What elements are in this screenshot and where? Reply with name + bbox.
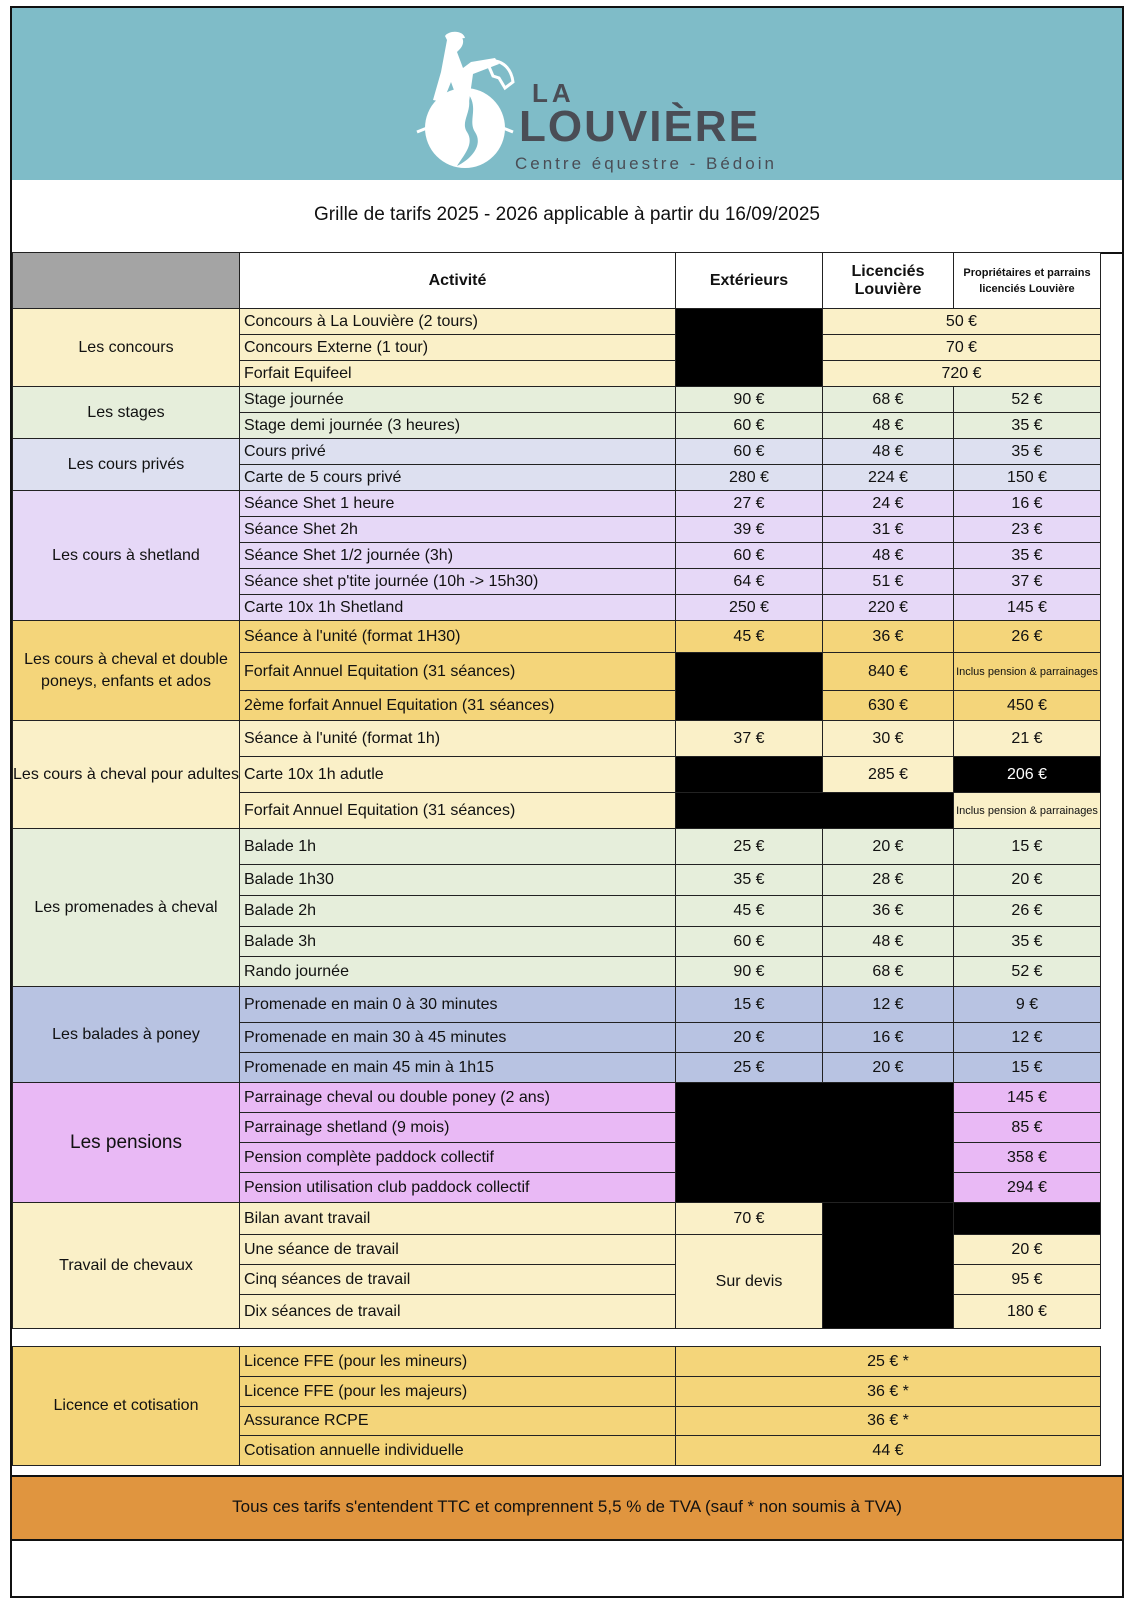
activity-cell: Promenade en main 45 min à 1h15 <box>240 1053 676 1083</box>
activity-cell: Séance Shet 1 heure <box>240 491 676 517</box>
price-exterieurs: 60 € <box>676 543 823 569</box>
price-licencies: 20 € <box>823 1053 954 1083</box>
activity-cell: Forfait Annuel Equitation (31 séances) <box>240 793 676 829</box>
blocked-cell <box>676 309 823 387</box>
logo-tagline: Centre équestre - Bédoin <box>515 154 777 173</box>
activity-cell: Balade 1h <box>240 829 676 865</box>
table-row <box>13 721 1101 757</box>
activity-cell: Carte 10x 1h adutle <box>240 757 676 793</box>
price-exterieurs: 15 € <box>676 987 823 1023</box>
price-proprietaires: 180 € <box>954 1295 1101 1329</box>
activity-cell: Concours à La Louvière (2 tours) <box>240 309 676 335</box>
price-exterieurs: 60 € <box>676 439 823 465</box>
price-proprietaires: 52 € <box>954 957 1101 987</box>
activity-cell: Licence FFE (pour les majeurs) <box>240 1377 676 1407</box>
price-licencies: 30 € <box>823 721 954 757</box>
price-exterieurs: 64 € <box>676 569 823 595</box>
logo-la-text: LA <box>532 78 575 108</box>
price-licencies: 48 € <box>823 413 954 439</box>
price-proprietaires: 21 € <box>954 721 1101 757</box>
footer-band <box>12 1475 1122 1541</box>
price-cell: 720 € <box>823 361 1101 387</box>
logo-name: LOUVIÈRE <box>519 102 760 151</box>
category-pensions: Les pensions <box>13 1083 240 1203</box>
subtitle-band <box>12 180 1122 254</box>
activity-cell: Séance Shet 2h <box>240 517 676 543</box>
table-row <box>13 1203 1101 1235</box>
spacer-row <box>13 1329 1101 1347</box>
category-cheval-enfants: Les cours à cheval et double poneys, enfants et ados <box>13 621 240 721</box>
price-proprietaires: 145 € <box>954 1083 1101 1113</box>
blocked-cell <box>676 1083 954 1203</box>
category-poney: Les balades à poney <box>13 987 240 1083</box>
activity-cell: Concours Externe (1 tour) <box>240 335 676 361</box>
price-licencies: 24 € <box>823 491 954 517</box>
table-row <box>13 439 1101 465</box>
activity-cell: Promenade en main 30 à 45 minutes <box>240 1023 676 1053</box>
table-row <box>13 387 1101 413</box>
price-licencies: 48 € <box>823 439 954 465</box>
price-exterieurs: 90 € <box>676 957 823 987</box>
price-exterieurs: 37 € <box>676 721 823 757</box>
price-exterieurs: 280 € <box>676 465 823 491</box>
blocked-cell <box>676 757 823 793</box>
activity-cell: 2ème forfait Annuel Equitation (31 séances) <box>240 691 676 721</box>
price-cell: 36 € * <box>676 1407 1101 1436</box>
activity-cell: Forfait Equifeel <box>240 361 676 387</box>
price-proprietaires: Inclus pension & parrainages <box>954 793 1101 829</box>
price-exterieurs: 35 € <box>676 865 823 896</box>
price-proprietaires: 20 € <box>954 865 1101 896</box>
price-exterieurs-devis: Sur devis <box>676 1235 823 1329</box>
price-proprietaires: 37 € <box>954 569 1101 595</box>
price-cell: 36 € * <box>676 1377 1101 1407</box>
category-promenades: Les promenades à cheval <box>13 829 240 987</box>
header-banner <box>12 8 1122 182</box>
price-exterieurs: 25 € <box>676 1053 823 1083</box>
price-exterieurs: 60 € <box>676 413 823 439</box>
price-licencies: 840 € <box>823 653 954 691</box>
price-licencies: 224 € <box>823 465 954 491</box>
activity-cell: Une séance de travail <box>240 1235 676 1265</box>
price-exterieurs: 45 € <box>676 896 823 927</box>
activity-cell: Séance Shet 1/2 journée (3h) <box>240 543 676 569</box>
price-exterieurs: 39 € <box>676 517 823 543</box>
price-proprietaires: 150 € <box>954 465 1101 491</box>
price-licencies: 630 € <box>823 691 954 721</box>
activity-cell: Stage demi journée (3 heures) <box>240 413 676 439</box>
activity-cell: Cours privé <box>240 439 676 465</box>
category-shetland: Les cours à shetland <box>13 491 240 621</box>
logo <box>407 28 847 173</box>
price-licencies: 220 € <box>823 595 954 621</box>
activity-cell: Rando journée <box>240 957 676 987</box>
table-row <box>13 1083 1101 1113</box>
price-proprietaires: 20 € <box>954 1235 1101 1265</box>
price-licencies: 20 € <box>823 829 954 865</box>
price-proprietaires: 85 € <box>954 1113 1101 1143</box>
activity-cell: Cinq séances de travail <box>240 1265 676 1295</box>
column-header-licencies: Licenciés Louvière <box>823 253 954 309</box>
activity-cell: Carte de 5 cours privé <box>240 465 676 491</box>
price-licencies: 51 € <box>823 569 954 595</box>
activity-cell: Pension utilisation club paddock collectif <box>240 1173 676 1203</box>
price-proprietaires: 35 € <box>954 927 1101 957</box>
price-exterieurs: 45 € <box>676 621 823 653</box>
price-proprietaires: 26 € <box>954 896 1101 927</box>
price-proprietaires: 15 € <box>954 1053 1101 1083</box>
footer-note: Tous ces tarifs s'entendent TTC et comprennent 5,5 % de TVA (sauf * non soumis à TVA) <box>232 1497 902 1516</box>
price-proprietaires: 16 € <box>954 491 1101 517</box>
category-stages: Les stages <box>13 387 240 439</box>
category-adultes: Les cours à cheval pour adultes <box>13 721 240 829</box>
activity-cell: Dix séances de travail <box>240 1295 676 1329</box>
price-licencies: 36 € <box>823 896 954 927</box>
activity-cell: Parrainage shetland (9 mois) <box>240 1113 676 1143</box>
table-row <box>13 829 1101 865</box>
price-proprietaires: 15 € <box>954 829 1101 865</box>
activity-cell: Parrainage cheval ou double poney (2 ans) <box>240 1083 676 1113</box>
price-licencies: 48 € <box>823 543 954 569</box>
price-proprietaires: 23 € <box>954 517 1101 543</box>
activity-cell: Forfait Annuel Equitation (31 séances) <box>240 653 676 691</box>
price-licencies: 12 € <box>823 987 954 1023</box>
price-exterieurs: 90 € <box>676 387 823 413</box>
price-exterieurs: 60 € <box>676 927 823 957</box>
price-exterieurs: 27 € <box>676 491 823 517</box>
table-row <box>13 1347 1101 1377</box>
price-proprietaires: 35 € <box>954 439 1101 465</box>
price-proprietaires: 358 € <box>954 1143 1101 1173</box>
category-concours: Les concours <box>13 309 240 387</box>
price-proprietaires: 26 € <box>954 621 1101 653</box>
price-proprietaires: 12 € <box>954 1023 1101 1053</box>
activity-cell: Balade 3h <box>240 927 676 957</box>
table-row <box>13 309 1101 335</box>
price-licencies: 285 € <box>823 757 954 793</box>
price-proprietaires: Inclus pension & parrainages <box>954 653 1101 691</box>
blocked-cell <box>676 653 823 721</box>
horse-rider-icon <box>407 28 537 168</box>
activity-cell: Assurance RCPE <box>240 1407 676 1436</box>
price-exterieurs: 70 € <box>676 1203 823 1235</box>
price-cell: 70 € <box>823 335 1101 361</box>
price-licencies: 68 € <box>823 387 954 413</box>
category-travail: Travail de chevaux <box>13 1203 240 1329</box>
column-header-activity: Activité <box>240 253 676 309</box>
column-header-exterieurs: Extérieurs <box>676 253 823 309</box>
price-exterieurs: 20 € <box>676 1023 823 1053</box>
activity-cell: Promenade en main 0 à 30 minutes <box>240 987 676 1023</box>
price-licencies: 36 € <box>823 621 954 653</box>
category-prives: Les cours privés <box>13 439 240 491</box>
price-licencies: 28 € <box>823 865 954 896</box>
blocked-cell <box>823 1203 954 1329</box>
price-licencies: 68 € <box>823 957 954 987</box>
price-proprietaires: 9 € <box>954 987 1101 1023</box>
price-licencies: 48 € <box>823 927 954 957</box>
category-licence: Licence et cotisation <box>13 1347 240 1466</box>
price-licencies: 31 € <box>823 517 954 543</box>
activity-cell: Cotisation annuelle individuelle <box>240 1436 676 1466</box>
activity-cell: Pension complète paddock collectif <box>240 1143 676 1173</box>
activity-cell: Bilan avant travail <box>240 1203 676 1235</box>
table-row <box>13 491 1101 517</box>
price-exterieurs: 250 € <box>676 595 823 621</box>
price-cell: 25 € * <box>676 1347 1101 1377</box>
activity-cell: Séance à l'unité (format 1h) <box>240 721 676 757</box>
column-header-proprietaires: Propriétaires et parrains licenciés Louvière <box>954 253 1101 309</box>
price-proprietaires: 294 € <box>954 1173 1101 1203</box>
table-header-row <box>13 253 1101 309</box>
price-proprietaires: 95 € <box>954 1265 1101 1295</box>
tariff-table <box>12 252 1101 1466</box>
activity-cell: Stage journée <box>240 387 676 413</box>
activity-cell: Séance à l'unité (format 1H30) <box>240 621 676 653</box>
price-sheet <box>10 6 1124 1598</box>
blocked-cell <box>676 793 954 829</box>
activity-cell: Balade 1h30 <box>240 865 676 896</box>
price-proprietaires: 145 € <box>954 595 1101 621</box>
table-row <box>13 987 1101 1023</box>
price-proprietaires: 35 € <box>954 543 1101 569</box>
price-exterieurs: 25 € <box>676 829 823 865</box>
price-proprietaires: 206 € <box>954 757 1101 793</box>
activity-cell: Séance shet p'tite journée (10h -> 15h30) <box>240 569 676 595</box>
activity-cell: Licence FFE (pour les mineurs) <box>240 1347 676 1377</box>
price-proprietaires: 52 € <box>954 387 1101 413</box>
price-licencies: 16 € <box>823 1023 954 1053</box>
price-cell: 44 € <box>676 1436 1101 1466</box>
spacer-cell <box>13 1329 1101 1347</box>
price-proprietaires: 450 € <box>954 691 1101 721</box>
blocked-cell <box>954 1203 1101 1235</box>
price-proprietaires: 35 € <box>954 413 1101 439</box>
category-header <box>13 253 240 309</box>
price-cell: 50 € <box>823 309 1101 335</box>
page-title: Grille de tarifs 2025 - 2026 applicable à partir du 16/09/2025 <box>314 204 820 225</box>
activity-cell: Balade 2h <box>240 896 676 927</box>
activity-cell: Carte 10x 1h Shetland <box>240 595 676 621</box>
table-row <box>13 621 1101 653</box>
